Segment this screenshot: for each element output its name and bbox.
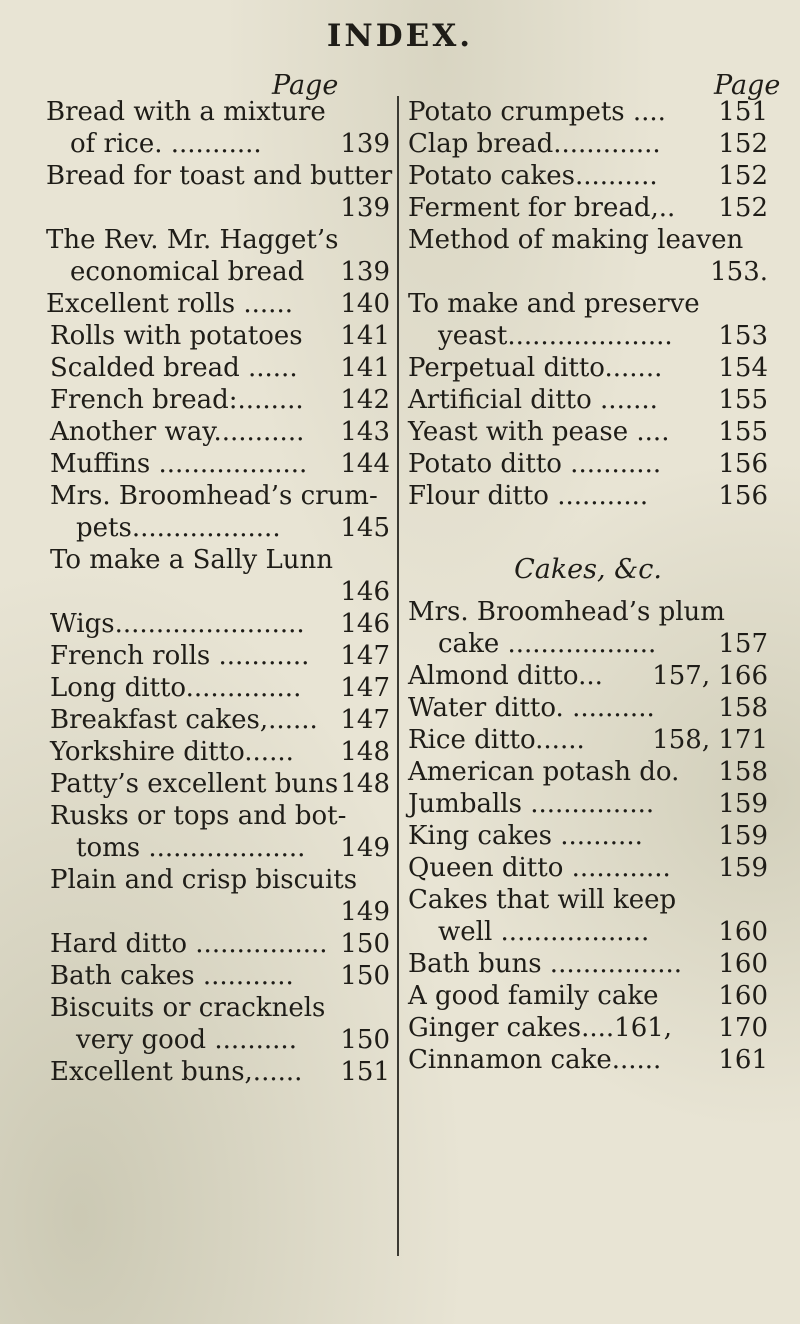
index-entry <box>36 224 390 256</box>
index-entry <box>36 896 390 928</box>
entry-page-number: 145 <box>340 513 390 543</box>
entry-page-number: 139 <box>340 193 390 223</box>
entry-text: toms ................... <box>76 833 306 863</box>
entry-text: Mrs. Broomhead’s plum <box>408 597 725 627</box>
index-entry <box>408 1044 768 1076</box>
index-entry <box>36 608 390 640</box>
index-entry <box>36 800 390 832</box>
entry-page-number: 153. <box>710 257 768 287</box>
entry-text: Hard ditto ................ <box>50 929 328 959</box>
entry-text: Mrs. Broomhead’s crum- <box>50 481 378 511</box>
index-entry <box>36 864 390 896</box>
index-entry <box>36 1056 390 1088</box>
index-entry <box>36 544 390 576</box>
index-entry <box>408 852 768 884</box>
entry-page-number: 148 <box>340 737 390 767</box>
entry-page-number: 146 <box>340 577 390 607</box>
index-entry <box>36 928 390 960</box>
entry-page-number: 141 <box>340 321 390 351</box>
index-entry <box>36 960 390 992</box>
index-entry <box>408 160 768 192</box>
entry-text: American potash do. <box>408 757 680 787</box>
entry-page-number: 143 <box>340 417 390 447</box>
index-entry <box>36 192 390 224</box>
entry-text: very good .......... <box>76 1025 297 1055</box>
entry-text: Plain and crisp biscuits <box>50 865 358 895</box>
index-entry <box>36 320 390 352</box>
entry-text: pets.................. <box>76 513 281 543</box>
entry-page-number: 155 <box>718 417 768 447</box>
entry-page-number: 158, 171 <box>652 725 768 755</box>
entry-text: Ferment for bread,.. <box>408 193 676 223</box>
index-entry <box>36 736 390 768</box>
entry-page-number: 152 <box>718 129 768 159</box>
entry-text: Another way........... <box>50 417 305 447</box>
entry-text: Bread for toast and butter <box>46 161 393 191</box>
entry-text: Rolls with potatoes <box>50 321 303 351</box>
entry-text: The Rev. Mr. Hagget’s <box>46 225 339 255</box>
index-entry <box>408 788 768 820</box>
index-column-left <box>36 96 393 1088</box>
index-entry <box>408 596 768 628</box>
entry-text: Bread with a mixture <box>46 97 326 127</box>
entry-page-number: 151 <box>718 97 768 127</box>
index-entry <box>408 128 768 160</box>
page-header-right: Page <box>714 70 781 101</box>
entry-text: Potato ditto ........... <box>408 449 662 479</box>
index-entry <box>36 832 390 864</box>
entry-text: King cakes .......... <box>408 821 643 851</box>
entry-page-number: 154 <box>718 353 768 383</box>
entry-text: Long ditto.............. <box>50 673 302 703</box>
entry-text: Biscuits or cracknels <box>50 993 326 1023</box>
entry-page-number: 159 <box>718 821 768 851</box>
index-entry <box>408 1012 768 1044</box>
entry-text: Flour ditto ........... <box>408 481 649 511</box>
page-title: INDEX. <box>326 18 474 54</box>
entry-page-number: 159 <box>718 789 768 819</box>
index-entry <box>408 916 768 948</box>
entry-text: Excellent rolls ...... <box>46 289 293 319</box>
index-entry <box>36 704 390 736</box>
index-entry <box>408 96 768 128</box>
entry-text: Breakfast cakes,...... <box>50 705 318 735</box>
index-entry <box>408 512 768 544</box>
entry-text: Yorkshire ditto...... <box>50 737 294 767</box>
index-entry <box>36 352 390 384</box>
page-header-left: Page <box>272 70 339 101</box>
entry-page-number: 140 <box>340 289 390 319</box>
index-entry <box>36 512 390 544</box>
index-column-right <box>408 96 768 1076</box>
entry-text: Cakes that will keep <box>408 885 677 915</box>
entry-text: Artificial ditto ....... <box>408 385 658 415</box>
index-entry <box>408 224 768 256</box>
entry-text: Almond ditto... <box>408 661 603 691</box>
index-entry <box>36 576 390 608</box>
index-entry <box>408 288 768 320</box>
entry-text: economical bread <box>70 257 305 287</box>
index-entry <box>36 160 393 192</box>
entry-text: Rice ditto...... <box>408 725 585 755</box>
index-entry <box>36 384 390 416</box>
entry-page-number: 147 <box>340 705 390 735</box>
entry-page-number: 141 <box>340 353 390 383</box>
index-entry <box>36 640 390 672</box>
entry-page-number: 142 <box>340 385 390 415</box>
entry-text: French rolls ........... <box>50 641 310 671</box>
entry-page-number: 160 <box>718 949 768 979</box>
entry-text: Wigs....................... <box>50 609 305 639</box>
entry-text: Clap bread............. <box>408 129 661 159</box>
entry-text: French bread:........ <box>50 385 304 415</box>
entry-page-number: 160 <box>718 917 768 947</box>
index-entry <box>408 384 768 416</box>
index-entry <box>36 448 390 480</box>
index-entry <box>36 768 390 800</box>
entry-page-number: 157 <box>718 629 768 659</box>
entry-text: Potato cakes.......... <box>408 161 658 191</box>
index-entry <box>36 1024 390 1056</box>
entry-page-number: 150 <box>340 1025 390 1055</box>
entry-page-number: 152 <box>718 161 768 191</box>
index-entry <box>36 992 390 1024</box>
index-entry <box>408 948 768 980</box>
entry-page-number: 159 <box>718 853 768 883</box>
entry-page-number: 158 <box>718 693 768 723</box>
entry-page-number: 149 <box>340 833 390 863</box>
entry-text: Cinnamon cake...... <box>408 1045 662 1075</box>
entry-text: Bath cakes ........... <box>50 961 294 991</box>
entry-text: well .................. <box>438 917 650 947</box>
index-entry <box>408 320 768 352</box>
index-entry <box>408 660 768 692</box>
entry-text: To make a Sally Lunn <box>50 545 333 575</box>
index-entry <box>408 756 768 788</box>
entry-text: Potato crumpets .... <box>408 97 666 127</box>
entry-text: Jumballs ............... <box>408 789 655 819</box>
entry-text: Cakes, &c. <box>514 554 662 585</box>
entry-text: Water ditto. .......... <box>408 693 655 723</box>
index-entry <box>408 628 768 660</box>
index-entry <box>408 980 768 1012</box>
column-divider <box>397 96 399 1256</box>
section-heading <box>408 544 768 596</box>
index-entry <box>408 352 768 384</box>
entry-text: Patty’s excellent buns <box>50 769 339 799</box>
entry-text: Queen ditto ............ <box>408 853 671 883</box>
index-entry <box>408 724 768 756</box>
entry-page-number: 146 <box>340 609 390 639</box>
entry-text: Excellent buns,...... <box>50 1057 303 1087</box>
entry-text: To make and preserve <box>408 289 700 319</box>
index-entry <box>408 480 768 512</box>
index-entry <box>36 128 390 160</box>
entry-page-number: 161 <box>718 1045 768 1075</box>
entry-text: Muffins .................. <box>50 449 308 479</box>
index-entry <box>408 884 768 916</box>
index-entry <box>408 256 768 288</box>
entry-page-number: 157, 166 <box>652 661 768 691</box>
entry-page-number: 155 <box>718 385 768 415</box>
entry-text: A good family cake <box>408 981 659 1011</box>
entry-text: of rice. ........... <box>70 129 262 159</box>
entry-page-number: 150 <box>340 961 390 991</box>
entry-page-number: 156 <box>718 481 768 511</box>
entry-text: Bath buns ................ <box>408 949 683 979</box>
entry-text: Perpetual ditto....... <box>408 353 663 383</box>
index-entry <box>36 288 390 320</box>
entry-page-number: 150 <box>340 929 390 959</box>
entry-page-number: 152 <box>718 193 768 223</box>
entry-text: cake .................. <box>438 629 657 659</box>
entry-page-number: 147 <box>340 641 390 671</box>
entry-page-number: 151 <box>340 1057 390 1087</box>
index-entry <box>36 416 390 448</box>
index-entry <box>36 96 390 128</box>
entry-page-number: 153 <box>718 321 768 351</box>
entry-text: Yeast with pease .... <box>408 417 670 447</box>
entry-page-number: 158 <box>718 757 768 787</box>
index-entry <box>408 416 768 448</box>
entry-page-number: 139 <box>340 129 390 159</box>
entry-text: Rusks or tops and bot- <box>50 801 347 831</box>
index-entry <box>408 448 768 480</box>
entry-page-number: 160 <box>718 981 768 1011</box>
entry-text: Method of making leaven <box>408 225 744 255</box>
entry-page-number: 144 <box>340 449 390 479</box>
entry-page-number: 139 <box>340 257 390 287</box>
entry-page-number: 170 <box>718 1013 768 1043</box>
index-entry <box>408 692 768 724</box>
entry-page-number: 147 <box>340 673 390 703</box>
entry-text: Ginger cakes....161, <box>408 1013 673 1043</box>
entry-text: yeast.................... <box>438 321 673 351</box>
index-entry <box>36 672 390 704</box>
index-entry <box>36 480 390 512</box>
entry-page-number: 149 <box>340 897 390 927</box>
index-entry <box>36 256 390 288</box>
entry-text: Scalded bread ...... <box>50 353 298 383</box>
entry-page-number: 156 <box>718 449 768 479</box>
entry-page-number: 148 <box>340 769 390 799</box>
index-entry <box>408 820 768 852</box>
index-entry <box>408 192 768 224</box>
